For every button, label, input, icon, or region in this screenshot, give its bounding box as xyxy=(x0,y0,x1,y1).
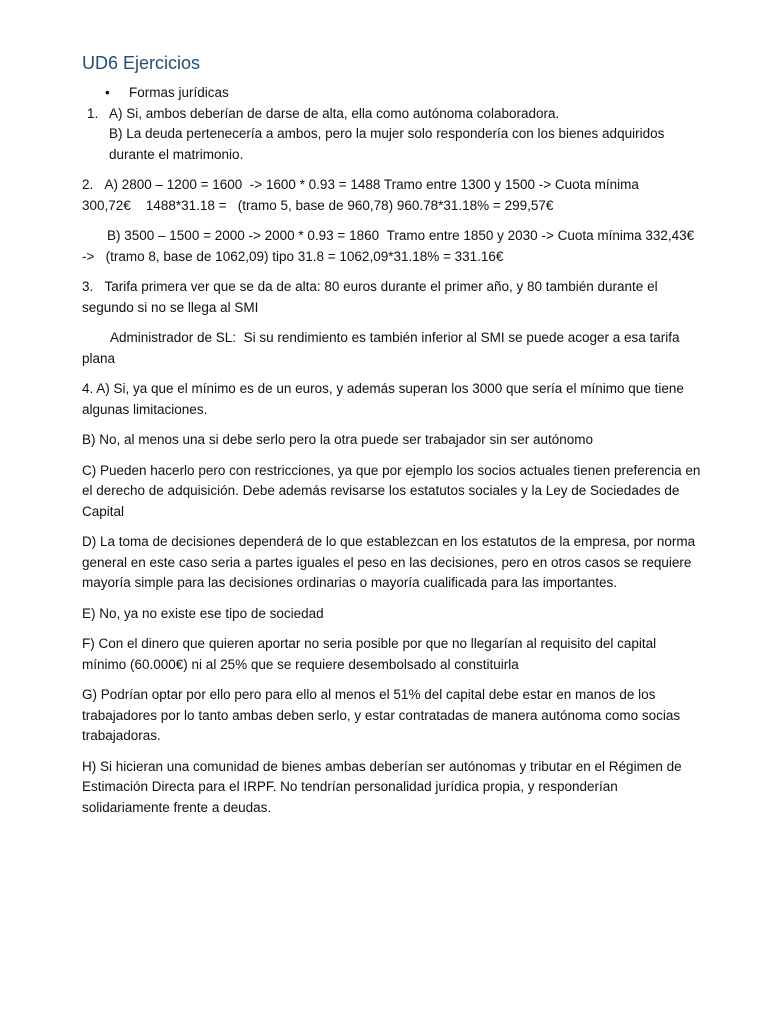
bullet-text: Formas jurídicas xyxy=(129,85,229,100)
exercise-2-answer-a: 2. A) 2800 – 1200 = 1600 -> 1600 * 0.93 = 1488 Tramo entre 1300 y 1500 -> Cuota mínima 300,72€ 1488*31.18 = (tramo 5, base de 960,78) 960.78*31.18% = 299,57€ xyxy=(82,177,639,213)
document-title: UD6 Ejercicios xyxy=(82,53,201,73)
exercise-2-answer-b: B) 3500 – 1500 = 2000 -> 2000 * 0.93 = 1860 Tramo entre 1850 y 2030 -> Cuota mínima 332,43€ -> (tramo 8, base de 1062,09) tipo 31.8 = 1062,09*31.18% = 331.16€ xyxy=(82,228,695,264)
exercise-4-answer-c: C) Pueden hacerlo pero con restricciones, ya que por ejemplo los socios actuales tienen preferencia en el derecho de adquisición. Debe además revisarse los estatutos sociales y la Ley de Sociedades de Capital xyxy=(82,462,701,519)
exercise-1-answer-a: A) Si, ambos deberían de darse de alta, ella como autónoma colaboradora. xyxy=(109,105,560,121)
exercise-1-answer-b: B) La deuda pertenecería a ambos, pero la mujer solo respondería con los bienes adquiridos durante el matrimonio. xyxy=(109,126,665,162)
bullet-icon: • xyxy=(105,85,110,100)
exercise-3-answer-a: 3. Tarifa primera ver que se da de alta: 80 euros durante el primer año, y 80 también durante el segundo si no se llega al SMI xyxy=(82,279,658,315)
bullet-item xyxy=(82,83,702,104)
document-content xyxy=(82,52,702,828)
exercise-4-answer-h: H) Si hicieran una comunidad de bienes ambas deberían ser autónomas y tributar en el Régimen de Estimación Directa para el IRPF. No tendrían personalidad jurídica propia, y responderían solidariamente frente a deudas. xyxy=(82,758,682,815)
exercise-4-answer-a: 4. A) Si, ya que el mínimo es de un euros, y además superan los 3000 que sería el mínimo que tiene algunas limitaciones. xyxy=(82,381,684,417)
exercise-1-number: 1. xyxy=(87,105,99,121)
exercise-4-answer-g: G) Podrían optar por ello pero para ello al menos el 51% del capital debe estar en manos de los trabajadores por lo tanto ambas deben serlo, y estar contratadas de manera autónoma como socias trabajadoras. xyxy=(82,687,681,743)
exercise-4-answer-b: B) No, al menos una si debe serlo pero la otra puede ser trabajador sin ser autónomo xyxy=(82,432,594,447)
exercise-3-answer-b: Administrador de SL: Si su rendimiento es también inferior al SMI se puede acoger a esa tarifa plana xyxy=(82,330,680,366)
exercise-4-answer-d: D) La toma de decisiones dependerá de lo que establezcan en los estatutos de la empresa, por norma general en este caso seria a partes iguales el peso en las decisiones, pero en otros casos se requiere mayoría simple para las decisiones ordinarias o mayoría cualificada para las importantes. xyxy=(82,534,696,590)
exercise-4-answer-f: F) Con el dinero que quieren aportar no seria posible por que no llegarían al requisito del capital mínimo (60.000€) ni al 25% que se requiere desembolsado al constituirla xyxy=(82,636,657,672)
exercise-4-answer-e: E) No, ya no existe ese tipo de sociedad xyxy=(82,605,324,621)
exercise-1 xyxy=(82,104,702,166)
exercise-1-body xyxy=(82,104,702,166)
